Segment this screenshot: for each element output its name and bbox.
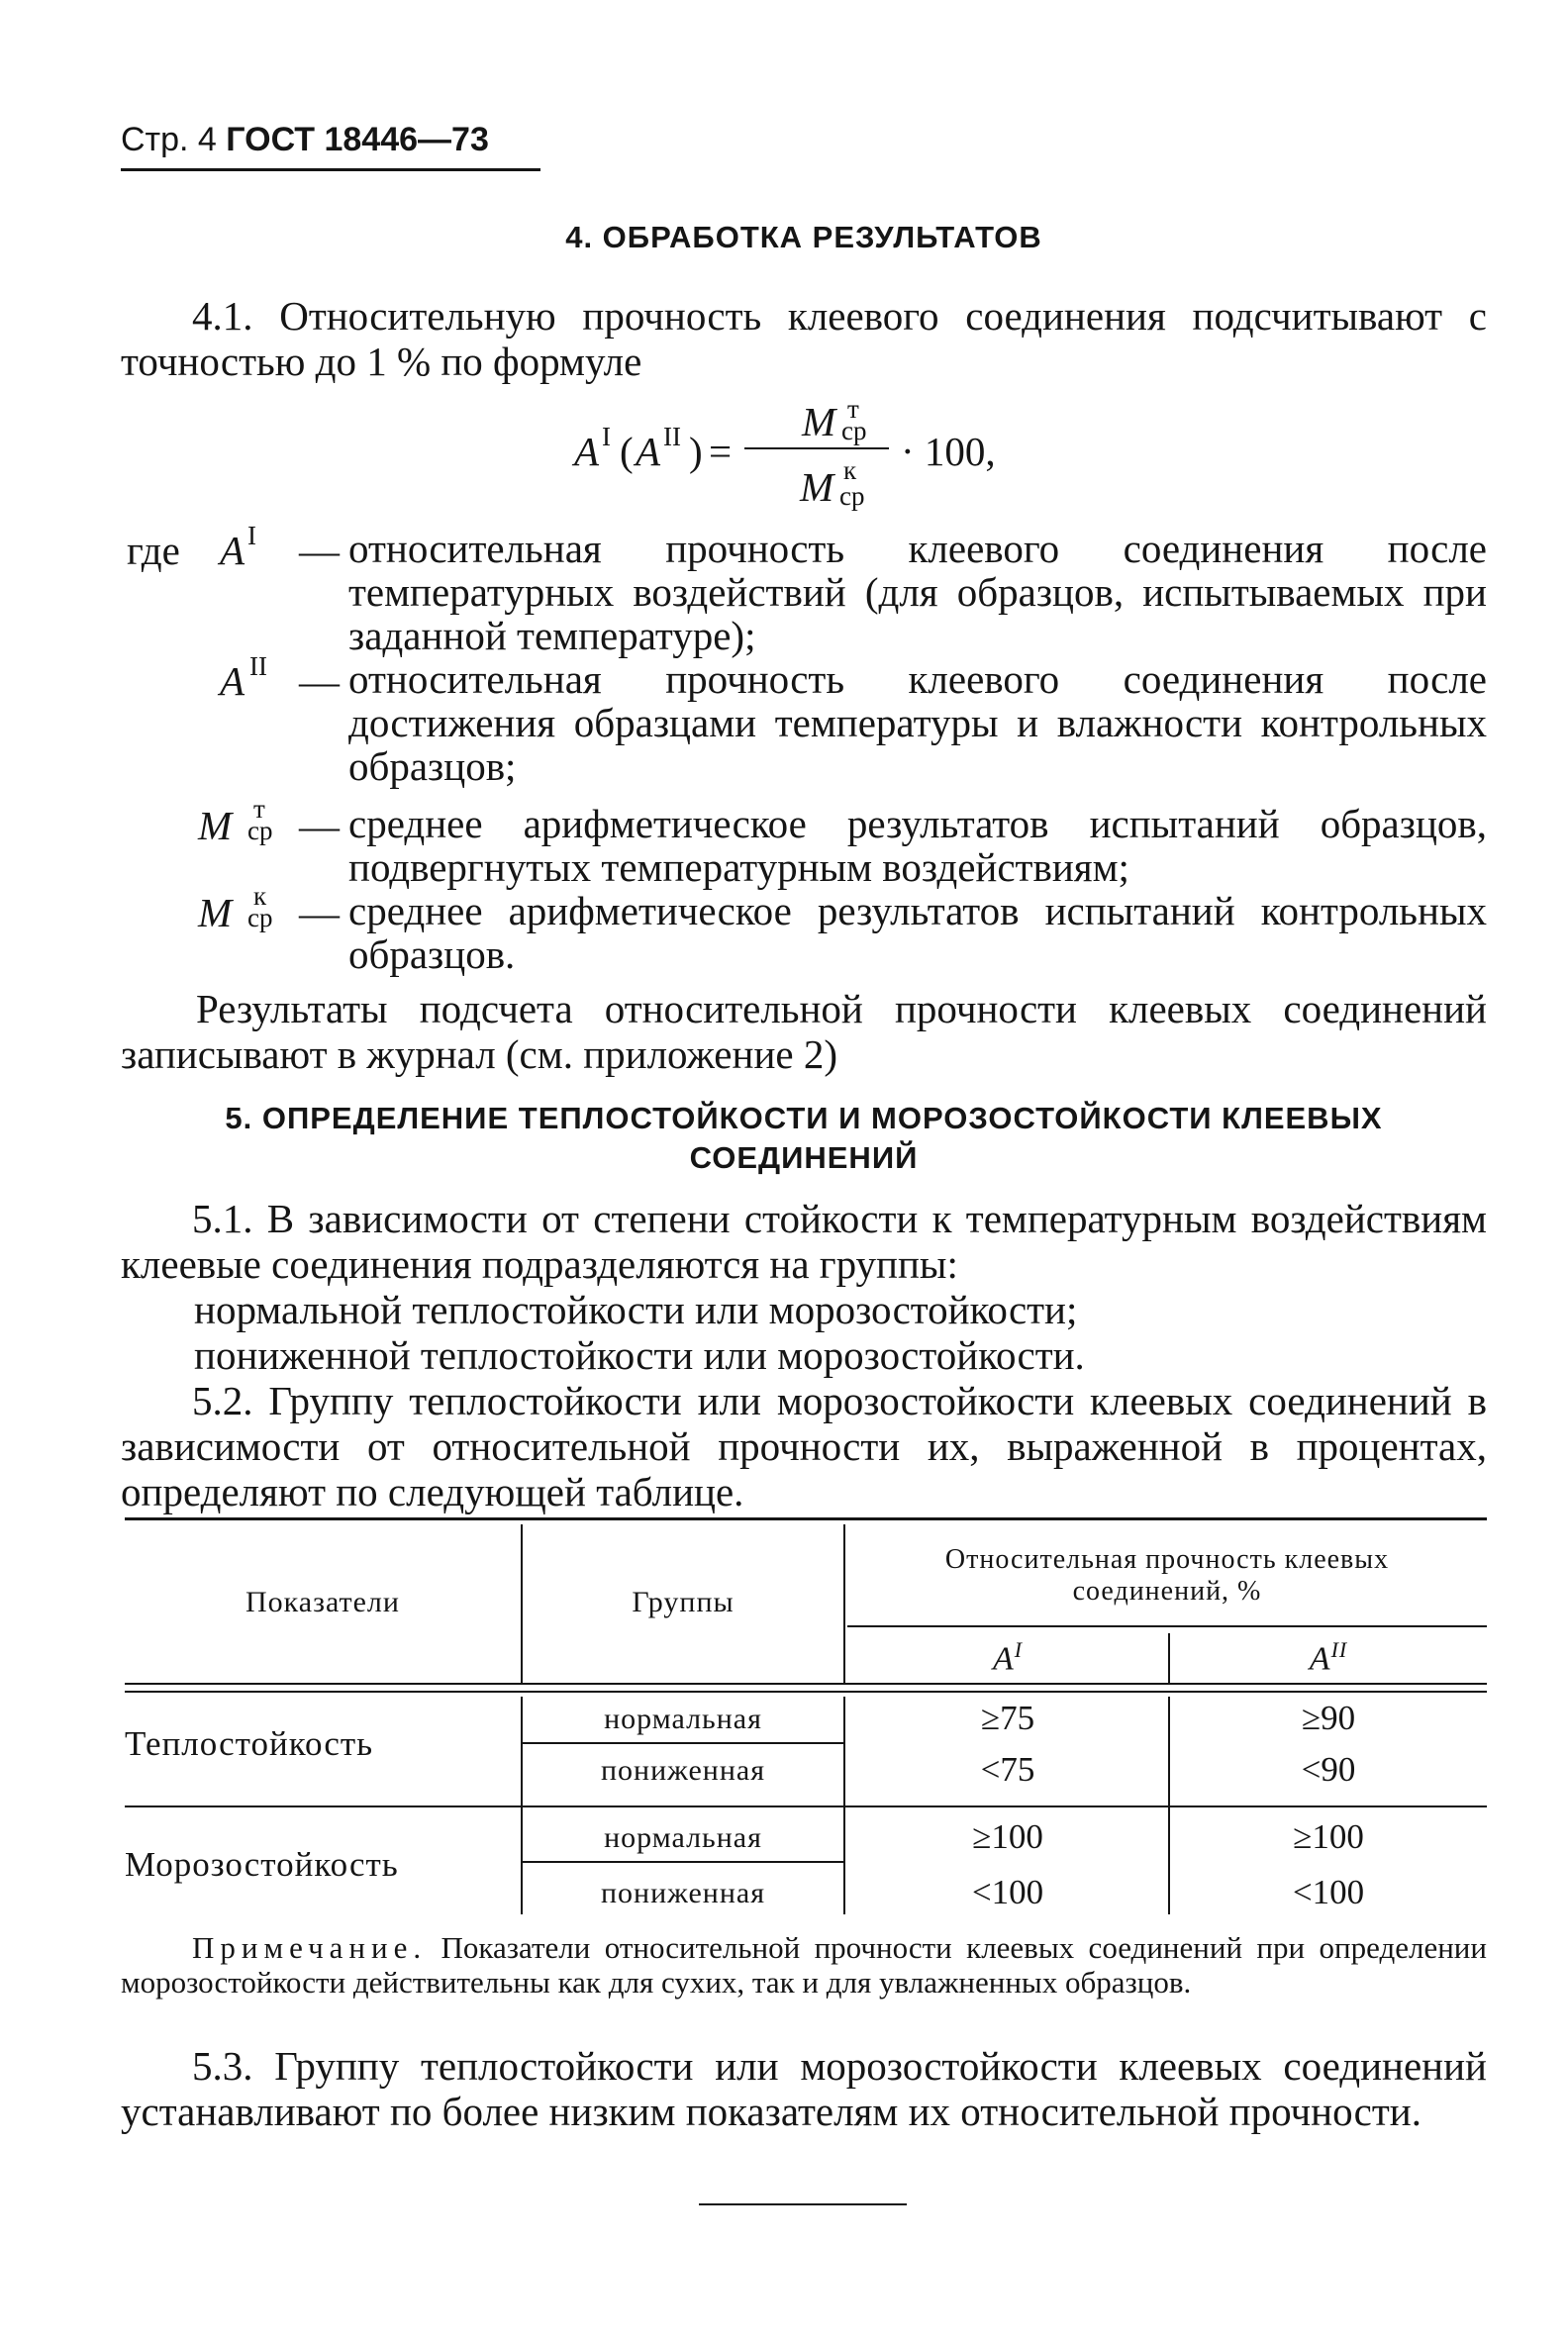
end-rule [699,2203,907,2205]
header-strength-2: соединений, % [1072,1576,1262,1607]
document-page: Стр. 4 ГОСТ 18446—73 4. ОБРАБОТКА РЕЗУЛЬТАТОВ 4.1. Относительную прочность клеевого соединения подсчитывают с точностью до 1 % по формуле A I ( A II ) = M т ср M к ср · 100, где A I — относительная прочность клеевого соединения после температурных воздействий (для образцов, испытываемых при заданной температуре); A II — относительная прочность клеевого соединения после достижения образцами температуры и влажности контрольных образцов; M т ср — среднее арифметическое результатов испытаний образцов, подвергнутых температурным воздействиям; M к ср — среднее арифметическое результатов испытаний контрольных образцов. Результаты подсчета относительной прочности клеевых соединений записывают в журнал (см. приложение 2) 5. ОПРЕДЕЛЕНИЕ ТЕПЛОСТОЙКОСТИ И МОРОЗОСТОЙКОСТИ КЛЕЕВЫХ СОЕДИНЕНИЙ 5.1. В зависимости от степени стойкости к температурным воздействиям клеевые соединения подразделяются на группы: нормальной теплостойкости или морозостойкости; пониженной теплостойкости или морозостойкости. 5.2. Группу теплостойкости или морозостойкости клеевых соединений в зависимости от относительной прочности их, выраженной в процентах, определяют по следующей таблице. Показатели Группы Относительная прочность клеевых соединений, % $A^I$ $A^{II}$ Теплостойкость нормальная пониженная ≥75 <75 ≥90 <90 Морозостойкость нормальная пониженная ≥100 <100 ≥100 <100 Примечание. Показатели относительной прочности клеевых соединений при определении морозостойкости действительны как для сухих, так и для увлажненных образцов. 5.3. Группу теплостойкости или морозостойкости клеевых соединений устанавливают по более низким показателям их относительной прочности. [0,0,1568,2342]
def-symbol: A [220,528,245,573]
section-5-title-line1: 5. ОПРЕДЕЛЕНИЕ ТЕПЛОСТОЙКОСТИ И МОРОЗОСТОЙКОСТИ КЛЕЕВЫХ [225,1101,1383,1135]
table-group-rule [521,1742,843,1744]
row-indicator: Морозостойкость [125,1845,399,1884]
table-col-rule [1168,1697,1170,1914]
note-label: Примечание. [192,1930,428,1965]
table-note [121,1930,1487,2000]
cell-a1: <75 [980,1750,1035,1789]
table-subheader-rule [847,1625,1487,1627]
definition-text: среднее арифметическое результатов испытаний образцов, подвергнутых температурным воздействиям; [348,801,1487,890]
definition-text: среднее арифметическое результатов испытаний контрольных образцов. [348,888,1487,977]
section-4-title: 4. ОБРАБОТКА РЕЗУЛЬТАТОВ [565,220,1042,254]
definition-text: относительная прочность клеевого соединения после достижения образцами температуры и влажности контрольных образцов; [348,656,1487,789]
standard-number: ГОСТ 18446—73 [226,121,489,158]
paragraph-5-2: 5.2. Группу теплостойкости или морозостойкости клеевых соединений в зависимости от относительной прочности их, выраженной в процентах, определяют по следующей таблице. [121,1378,1487,1514]
table-col-rule [521,1697,523,1914]
section-5-title-line2: СОЕДИНЕНИЙ [689,1140,919,1175]
row-group: пониженная [600,1754,766,1787]
table-group-rule [521,1861,843,1863]
table-col-rule [843,1524,845,1683]
cell-a2: ≥90 [1301,1699,1356,1737]
paragraph-5-1-item-2: пониженной теплостойкости или морозостойкости. [194,1332,1085,1378]
table-col-rule [521,1524,523,1683]
table-top-rule [125,1517,1487,1520]
header-a1: $A^I$ [992,1637,1024,1678]
row-indicator: Теплостойкость [125,1724,374,1763]
cell-a2: <90 [1301,1750,1356,1789]
table-col-rule [843,1697,845,1914]
header-groups: Группы [632,1586,735,1618]
table-row-rule [125,1805,1487,1807]
def-symbol: M [198,803,233,848]
paragraph-5-1: 5.1. В зависимости от степени стойкости к температурным воздействиям клеевые соединения подразделяются на группы: [121,1196,1487,1287]
paragraph-5-3: 5.3. Группу теплостойкости или морозостойкости клеевых соединений устанавливают по более низким показателям их относительной прочности. [121,2043,1487,2134]
table-col-rule [1168,1633,1170,1683]
cell-a2: <100 [1292,1873,1365,1911]
where-label: где [127,528,180,573]
cell-a2: ≥100 [1293,1817,1364,1856]
cell-a1: ≥75 [980,1699,1035,1737]
note-text: Показатели относительной прочности клеевых соединений при определении морозостойкости действительны как для сухих, так и для увлажненных образцов. [121,1930,1487,2000]
paragraph-results: Результаты подсчета относительной прочности клеевых соединений записывают в журнал (см. приложение 2) [121,986,1487,1077]
cell-a1: <100 [971,1873,1044,1911]
paragraph-4-1: 4.1. Относительную прочность клеевого соединения подсчитывают с точностью до 1 % по формуле [121,293,1487,384]
row-group: нормальная [604,1703,762,1735]
header-strength-1: Относительная прочность клеевых [944,1544,1390,1575]
header-a2: $A^{II}$ [1309,1637,1348,1678]
cell-a1: ≥100 [972,1817,1043,1856]
def-symbol: M [198,890,233,935]
page-number: Стр. 4 [121,121,217,158]
table-header-rule [125,1691,1487,1693]
paragraph-5-1-item-1: нормальной теплостойкости или морозостойкости; [194,1287,1078,1332]
definition-text: относительная прочность клеевого соединения после температурных воздействий (для образцов, испытываемых при заданной температуре); [348,526,1487,658]
def-symbol: A [220,658,245,704]
row-group: пониженная [600,1877,766,1909]
row-group: нормальная [604,1821,762,1854]
table-header-rule [125,1683,1487,1685]
header-indicators: Показатели [245,1586,400,1618]
fraction-bar [744,447,889,449]
formula: A I ( A II ) = M т ср M к ср · 100, [574,394,996,511]
